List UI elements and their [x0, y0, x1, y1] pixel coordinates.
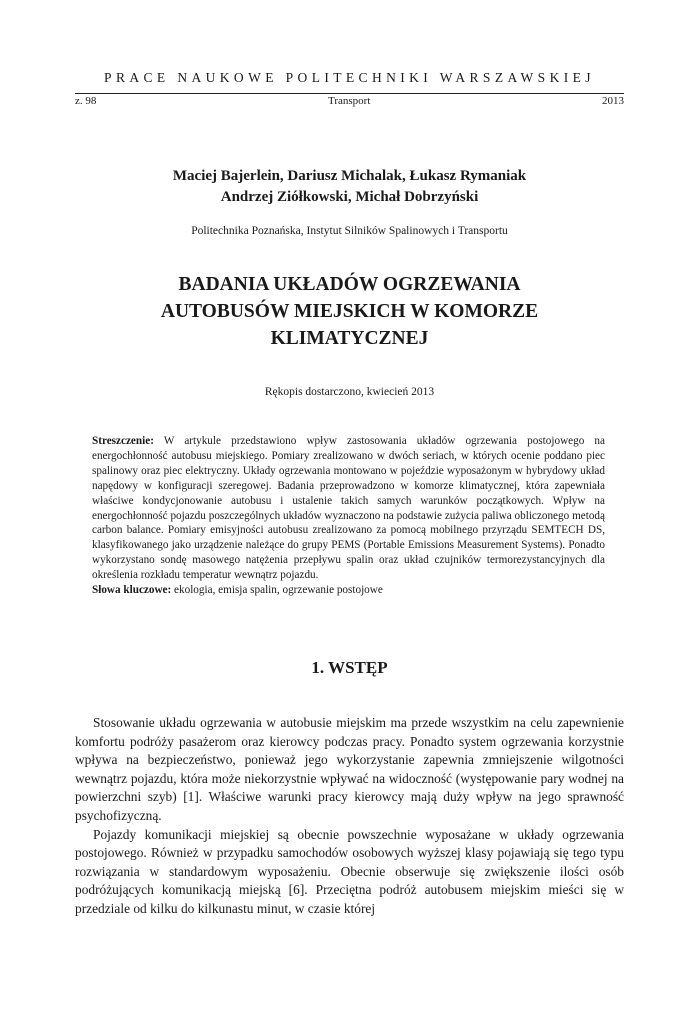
- abstract-paragraph: [92, 434, 605, 583]
- keywords-label: Słowa kluczowe:: [92, 584, 172, 597]
- title-line-3: KLIMATYCZNEJ: [270, 328, 429, 349]
- received-note: Rękopis dostarczono, kwiecień 2013: [264, 386, 435, 398]
- affiliation: Politechnika Poznańska, Instytut Silników Spalinowych i Transportu: [191, 225, 508, 237]
- journal-meta-row: [75, 93, 624, 107]
- authors-line-1: Maciej Bajerlein, Dariusz Michalak, Łukasz Rymaniak: [172, 168, 527, 184]
- abstract-label: Streszczenie:: [92, 435, 154, 447]
- author-list: [75, 166, 624, 208]
- keywords: [92, 583, 605, 598]
- section-body: [75, 714, 624, 919]
- abstract: [92, 434, 605, 598]
- body-paragraph-2: Pojazdy komunikacji miejskiej są obecnie powszechnie wyposażane w układy ogrzewania postojowego. Również w przypadku samochodów osobowych wyższej klasy pojawiają się tego typu rozwiązania w standardowym wyposażeniu. Obecnie obserwuje się zwiększenie ilości osób podróżujących komunikacją miejską [6]. Przeciętna podróż autobusem miejskim mieści się w przedziale od kilku do kilkunastu minut, w czasie której: [75, 826, 624, 916]
- journal-title: PRACE NAUKOWE POLITECHNIKI WARSZAWSKIEJ: [104, 70, 595, 85]
- title-line-1: BADANIA UKŁADÓW OGRZEWANIA: [178, 274, 521, 295]
- section-heading: 1. WSTĘP: [311, 658, 388, 677]
- abstract-text: W artykule przedstawiono wpływ zastosowania układów ogrzewania postojowego na energochłonność autobusu miejskiego. Pomiary zrealizowano w dwóch seriach, w których ocenie poddano piec spalinowy oraz piec elektryczny. Układy ogrzewania montowano w pojeździe wyposażonym w hybrydowy układ napędowy w konfiguracji szeregowej. Badania przeprowadzono w komorze klimatycznej, która zapewniała właściwe kondycjonowanie autobusu i ustalenie takich samych warunków początkowych. Wpływ na energochłonność pojazdu poszczególnych układów wyznaczono na podstawie zużycia paliwa obliczonego metodą carbon balance. Pomiary emisyjności autobusu zrealizowano za pomocą mobilnego przyrządu SEMTECH DS, klasyfikowanego jako urządzenie należące do grupy PEMS (Portable Emissions Measurement Systems). Ponadto wykorzystano sondę masowego natężenia przepływu spalin oraz układ czujników termorezystancyjnych dla określenia rozkładu temperatur wewnątrz pojazdu.: [92, 435, 605, 582]
- keywords-text: ekologia, emisja spalin, ogrzewanie postojowe: [174, 584, 383, 597]
- title-line-2: AUTOBUSÓW MIEJSKICH W KOMORZE: [160, 301, 539, 322]
- paper-title: [75, 271, 624, 352]
- volume-number: z. 98: [75, 95, 97, 107]
- series-name: Transport: [328, 95, 371, 107]
- body-paragraph-1: Stosowanie układu ogrzewania w autobusie miejskim ma przede wszystkim na celu zapewnienie komfortu podróży pasażerom oraz kierowcy podczas pracy. Ponadto system ogrzewania korzystnie wpływa na bezpieczeństwo, ponieważ jego wykorzystanie zapewnia zmniejszenie wilgotności wewnątrz pojazdu, która może niekorzystnie wpływać na widoczność (występowanie pary wodnej na powierzchni szyb) [1]. Właściwe warunki pracy kierowcy mają duży wpływ na jego sprawność psychofizyczną.: [75, 715, 624, 823]
- authors-line-2: Andrzej Ziółkowski, Michał Dobrzyński: [220, 189, 479, 205]
- publication-year: 2013: [602, 95, 624, 107]
